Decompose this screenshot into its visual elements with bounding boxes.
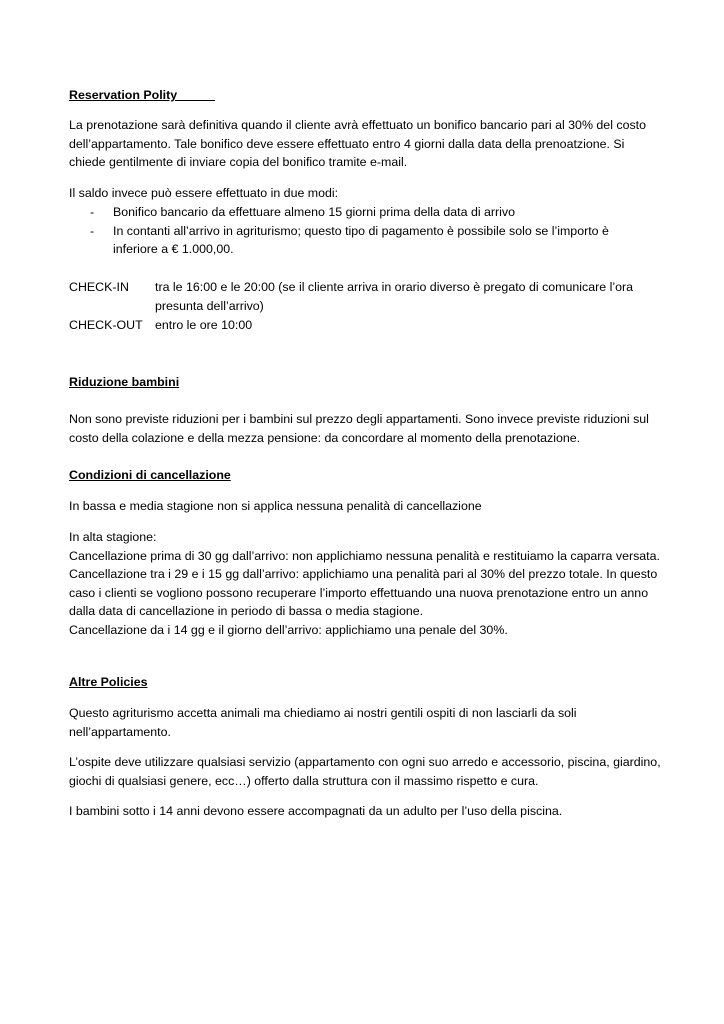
children-reduction-heading: Riduzione bambini xyxy=(69,375,180,389)
checkout-row xyxy=(69,316,669,335)
text-line: costo della colazione e della mezza pensione: da concordare al momento della prenotazione. xyxy=(69,430,581,445)
text-line: Cancellazione prima di 30 gg dall’arrivo: non applichiamo nessuna penalità e restituiamo la caparra versata. xyxy=(69,548,660,563)
cancellation-paragraph-2 xyxy=(69,528,669,639)
text-line: Bonifico bancario da effettuare almeno 15 giorni prima della data di arrivo xyxy=(113,205,516,219)
text-line: dell’appartamento. Tale bonifico deve essere effettuato entro 4 giorni dalla data della prenoatzione. Si xyxy=(69,136,625,151)
other-policies-heading: Altre Policies xyxy=(69,675,148,689)
reservation-paragraph-1 xyxy=(69,116,669,172)
text-line: caso i clienti se vogliono possono recuperare l’importo effettuando una nuova prenotazione entro un anno xyxy=(69,585,649,600)
text-line: In alta stagione: xyxy=(69,530,157,544)
text-line: presunta dell’arrivo) xyxy=(155,298,264,313)
text-line: inferiore a € 1.000,00. xyxy=(113,242,234,256)
text-line: Cancellazione da i 14 gg e il giorno dell’arrivo: applichiamo una penale del 30%. xyxy=(69,622,508,637)
text-line: chiede gentilmente di inviare copia del bonifico tramite e-mail. xyxy=(69,155,408,169)
checkin-value xyxy=(155,278,670,315)
bullet-dash: - xyxy=(90,205,95,219)
text-line: giochi di qualsiasi genere, ecc…) offerto dalla struttura con il massimo rispetto e cura. xyxy=(69,773,539,788)
text-line: nell’appartamento. xyxy=(69,724,171,739)
list-item xyxy=(69,203,669,222)
text-line: Cancellazione tra i 29 e i 15 gg dall’arrivo: applichiamo una penalità pari al 30% del prezzo totale. In questo xyxy=(69,567,658,581)
text-line: La prenotazione sarà definitiva quando il cliente avrà effettuato un bonifico bancario pari al 30% del costo xyxy=(69,118,647,132)
other-paragraph-1 xyxy=(69,704,669,741)
text-line: L’ospite deve utilizzare qualsiasi servizio (appartamento con ogni suo arredo e accessorio, piscina, giardino, xyxy=(69,755,661,769)
cancellation-paragraph-1: In bassa e media stagione non si applica nessuna penalità di cancellazione xyxy=(69,499,482,513)
other-paragraph-2 xyxy=(69,753,669,790)
reservation-paragraph-2: Il saldo invece può essere effettuato in due modi: xyxy=(69,186,339,200)
checkin-label: CHECK-IN xyxy=(69,280,129,294)
reservation-heading: Reservation Polity xyxy=(69,88,215,102)
checkin-row xyxy=(69,278,669,315)
text-line: dalla data di cancellazione in periodo di bassa o media stagione. xyxy=(69,604,424,618)
checkout-value: entro le ore 10:00 xyxy=(155,318,253,332)
children-paragraph xyxy=(69,410,669,447)
payment-methods-list xyxy=(69,203,669,259)
list-item xyxy=(69,222,669,259)
text-line: Questo agriturismo accetta animali ma chiediamo ai nostri gentili ospiti di non lasciarli da soli xyxy=(69,706,577,720)
text-line: Non sono previste riduzioni per i bambini sul prezzo degli appartamenti. Sono invece previste riduzioni sul xyxy=(69,412,649,426)
cancellation-heading: Condizioni di cancellazione xyxy=(69,468,231,482)
text-line: In contanti all’arrivo in agriturismo; questo tipo di pagamento è possibile solo se l’importo è xyxy=(113,223,609,238)
bullet-dash: - xyxy=(90,223,95,238)
other-paragraph-3: I bambini sotto i 14 anni devono essere accompagnati da un adulto per l’uso della piscina. xyxy=(69,804,563,818)
text-line: tra le 16:00 e le 20:00 (se il cliente arriva in orario diverso è pregato di comunicare l’ora xyxy=(155,280,633,294)
checkout-label: CHECK-OUT xyxy=(69,318,143,332)
